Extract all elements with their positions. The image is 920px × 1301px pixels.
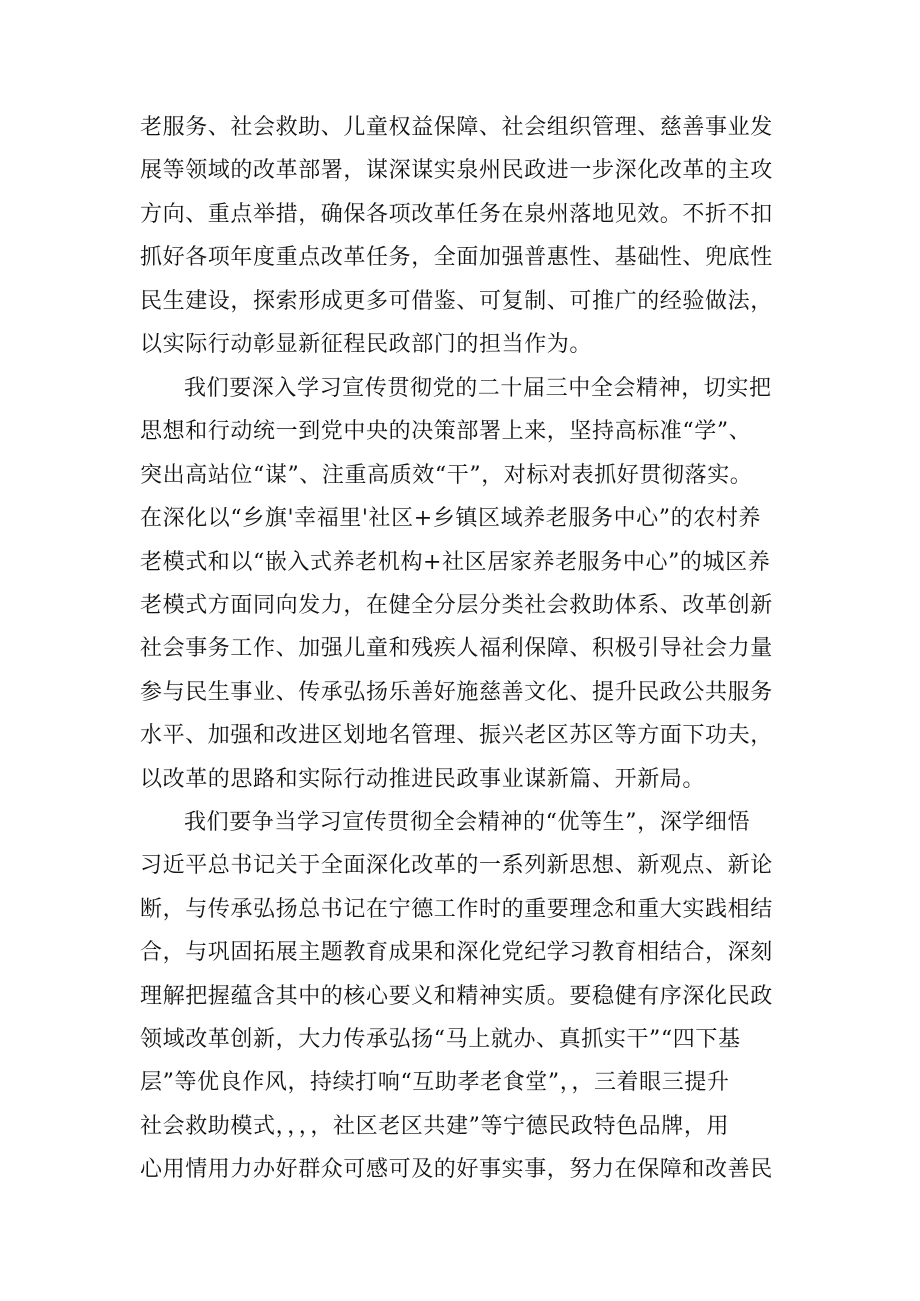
text-line: 以改革的思路和实际行动推进民政事业谋新篇、开新局。	[140, 766, 706, 792]
text-line: 断，与传承弘扬总书记在宁德工作时的重要理念和重大实践相结	[140, 896, 773, 922]
text-line: 展等领域的改革部署，谋深谋实泉州民政进一步深化改革的主攻	[140, 158, 773, 184]
text-line: 我们要争当学习宣传贯彻全会精神的“优等生”，深学细悟	[184, 810, 751, 835]
text-line: 老模式和以“嵌入式养老机构+社区居家养老服务中心”的城区养	[140, 549, 771, 575]
text-line: 方向、重点举措，确保各项改革任务在泉州落地见效。不折不扣	[140, 201, 773, 227]
text-line: 突出高站位“谋”、注重高质效“干”，对标对表抓好贯彻落实。	[140, 462, 753, 488]
text-line: 老模式方面同向发力，在健全分层分类社会救助体系、改革创新	[140, 592, 773, 618]
text-line: 参与民生事业、传承弘扬乐善好施慈善文化、提升民政公共服务	[140, 679, 773, 705]
text-line: 水平、加强和改进区划地名管理、振兴老区苏区等方面下功夫，	[140, 723, 773, 749]
text-line: 老服务、社会救助、儿童权益保障、社会组织管理、慈善事业发	[140, 115, 773, 140]
text-line: 我们要深入学习宣传贯彻党的二十届三中全会精神，切实把	[184, 376, 772, 401]
text-line: 层”等优良作风，持续打响“互助孝老食堂”，，三着眼三提升	[140, 1070, 730, 1096]
paragraph-2	[140, 367, 800, 801]
text-line: 抓好各项年度重点改革任务，全面加强普惠性、基础性、兜底性	[140, 245, 773, 271]
text-line: 心用情用力办好群众可感可及的好事实事，努力在保障和改善民	[140, 1157, 773, 1183]
text-line: 社会事务工作、加强儿童和残疾人福利保障、积极引导社会力量	[140, 636, 773, 662]
paragraph-1	[140, 106, 800, 366]
text-line: 合，与巩固拓展主题教育成果和深化党纪学习教育相结合，深刻	[140, 940, 773, 966]
text-line: 民生建设，探索形成更多可借鉴、可复制、可推广的经验做法，	[140, 288, 773, 314]
text-line: 习近平总书记关于全面深化改革的一系列新思想、新观点、新论	[140, 853, 773, 879]
paragraph-3	[140, 801, 800, 1192]
text-line: 在深化以“乡旗'幸福里'社区+乡镇区域养老服务中心”的农村养	[140, 506, 762, 532]
text-line: 思想和行动统一到党中央的决策部署上来，坚持高标准“学”、	[140, 419, 752, 445]
text-line: 理解把握蕴含其中的核心要义和精神实质。要稳健有序深化民政	[140, 983, 773, 1009]
text-line: 领域改革创新，大力传承弘扬“马上就办、真抓实干”“四下基	[140, 1026, 741, 1052]
text-line: 以实际行动彰显新征程民政部门的担当作为。	[140, 331, 593, 357]
text-line: 社会救助模式，，，，社区老区共建”等宁德民政特色品牌，用	[140, 1113, 730, 1139]
